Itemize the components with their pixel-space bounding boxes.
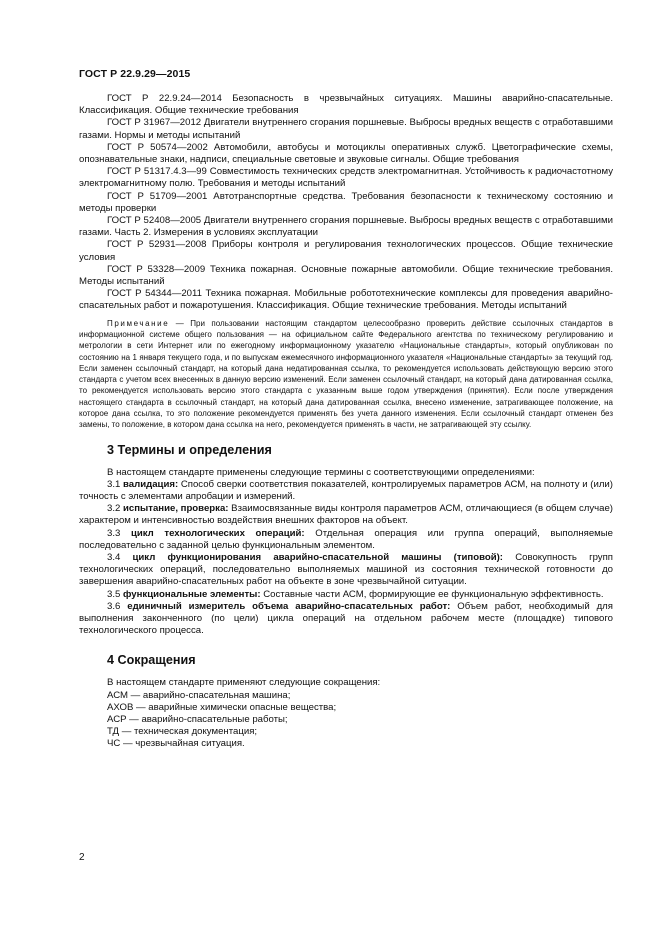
note-label: Примечание bbox=[107, 318, 170, 328]
section-3-intro: В настоящем стандарте применены следующие термины с соответствующими определениями: bbox=[107, 466, 535, 478]
term-definition bbox=[79, 552, 613, 589]
term-definition bbox=[79, 589, 613, 601]
term-name: валидация: bbox=[123, 478, 179, 490]
section-3-title: 3 Термины и определения bbox=[107, 442, 272, 457]
term-text: Отдельная операция или группа операций, выполняемые последовательно с заданной целью функциональным элементом. bbox=[79, 527, 614, 551]
term-number: 3.5 bbox=[107, 588, 121, 600]
term-number: 3.2 bbox=[107, 503, 121, 515]
abbreviation-item: АХОВ — аварийные химически опасные вещества; bbox=[107, 701, 337, 713]
term-text: Составные части АСМ, формирующие ее функциональную эффективность. bbox=[263, 588, 604, 600]
term-definition bbox=[79, 528, 613, 552]
term-number: 3.3 bbox=[107, 527, 121, 539]
term-name: единичный измеритель объема аварийно-спасательных работ: bbox=[127, 600, 451, 612]
reference-item: ГОСТ Р 22.9.24—2014 Безопасность в чрезвычайных ситуациях. Машины аварийно-спасательные. Классификация. Общие технические требования bbox=[79, 93, 613, 117]
abbreviations-list bbox=[79, 690, 613, 751]
reference-item: ГОСТ Р 53328—2009 Техника пожарная. Основные пожарные автомобили. Общие технические требования. Методы испытаний bbox=[79, 263, 613, 288]
page-number: 2 bbox=[79, 852, 85, 863]
term-text: Способ сверки соответствия показателей, контролируемых параметров АСМ, на полноту и (или) точность с элементами апробации и измерений. bbox=[79, 478, 613, 503]
term-name: цикл функционирования аварийно-спасательной машины (типовой): bbox=[132, 552, 504, 564]
reference-item: ГОСТ Р 52931—2008 Приборы контроля и регулирования технологических процессов. Общие технические условия bbox=[79, 239, 613, 263]
abbreviation-item: АСМ — аварийно-спасательная машина; bbox=[107, 689, 291, 701]
document-header: ГОСТ Р 22.9.29—2015 bbox=[79, 68, 191, 80]
normative-references-list bbox=[79, 93, 613, 313]
term-definition bbox=[79, 601, 613, 638]
section-4-intro: В настоящем стандарте применяют следующие сокращения: bbox=[107, 677, 381, 689]
reference-item: ГОСТ Р 31967—2012 Двигатели внутреннего сгорания поршневые. Выбросы вредных веществ с отработавшими газами. Нормы и методы испытаний bbox=[79, 117, 613, 141]
reference-item: ГОСТ Р 52408—2005 Двигатели внутреннего сгорания поршневые. Выбросы вредных веществ с отработавшими газами. Часть 2. Измерения в условиях эксплуатации bbox=[79, 215, 613, 239]
term-number: 3.6 bbox=[107, 600, 121, 612]
reference-item: ГОСТ Р 51317.4.3—99 Совместимость технических средств электромагнитная. Устойчивость к радиочастотному электромагнитному полю. Требования и методы испытаний bbox=[79, 166, 613, 190]
term-number: 3.4 bbox=[107, 552, 121, 564]
note-paragraph bbox=[79, 318, 613, 431]
abbreviation-item: ЧС — чрезвычайная ситуация. bbox=[107, 738, 245, 750]
reference-item: ГОСТ Р 51709—2001 Автотранспортные средства. Требования безопасности к техническому состоянию и методы проверки bbox=[79, 190, 613, 214]
term-name: испытание, проверка: bbox=[123, 503, 229, 515]
term-name: функциональные элементы: bbox=[123, 588, 261, 600]
term-definition bbox=[79, 479, 613, 503]
term-text: Объем работ, необходимый для выполнения законченного (по цели) цикла операций на отдельном рабочем месте (площадке) типового технологического процесса. bbox=[79, 600, 613, 637]
abbreviation-item: ТД — техническая документация; bbox=[107, 726, 258, 738]
term-text: Совокупность групп технологических операций, последовательно выполняемых машиной из состояния технической готовности до завершения аварийно-спасательных работ на объекте в зоне чрезвычайной ситуации. bbox=[79, 552, 613, 588]
abbreviation-item: АСР — аварийно-спасательные работы; bbox=[107, 714, 288, 726]
term-definition bbox=[79, 503, 613, 527]
term-name: цикл технологических операций: bbox=[130, 527, 305, 539]
reference-item: ГОСТ Р 54344—2011 Техника пожарная. Мобильные робототехнические комплексы для проведения аварийно-спасательных работ и пожаротушения. Классификация. Общие технические требования. Методы испытаний bbox=[79, 288, 613, 312]
term-number: 3.1 bbox=[107, 478, 121, 490]
reference-item: ГОСТ Р 50574—2002 Автомобили, автобусы и мотоциклы оперативных служб. Цветографические схемы, опознавательные знаки, надписи, специальные световые и звуковые сигналы. Общие требования bbox=[79, 141, 613, 166]
term-text: Взаимосвязанные виды контроля параметров АСМ, отличающиеся (в общем случае) характером и интенсивностью воздействия внешних факторов на объект. bbox=[79, 503, 613, 527]
document-body bbox=[79, 93, 613, 751]
section-4-title: 4 Сокращения bbox=[107, 653, 196, 668]
note-text: — При пользовании настоящим стандартом целесообразно проверить действие ссылочных стандартов в информационной системе общего пользования — на официальном сайте Федерального агентства по техническому регулированию и метрологии в сети Интернет или по ежегодному информационному указателю «Национальные стандарты», который опубликован по состоянию на 1 января текущего года, и по выпускам ежемесячного информационного указателя «Национальные стандарты» за текущий год. Если заменен ссылочный стандарт, на который дана недатированная ссылка, то рекомендуется использовать действующую версию этого стандарта с учетом всех внесенных в данную версию изменений. Если заменен ссылочный стандарт, на который дана датированная ссылка, то рекомендуется использовать версию этого стандарта с указанным выше годом утверждения (принятия). Если после утверждения настоящего стандарта в ссылочный стандарт, на который дана датированная ссылка, внесено изменение, затрагивающее положение, на которое дана ссылка, то это положение рекомендуется применять без учета данного изменения. Если ссылочный стандарт отменен без замены, то положение, в котором дана ссылка на него, рекомендуется применять в части, не затрагивающей эту ссылку. bbox=[79, 318, 613, 430]
